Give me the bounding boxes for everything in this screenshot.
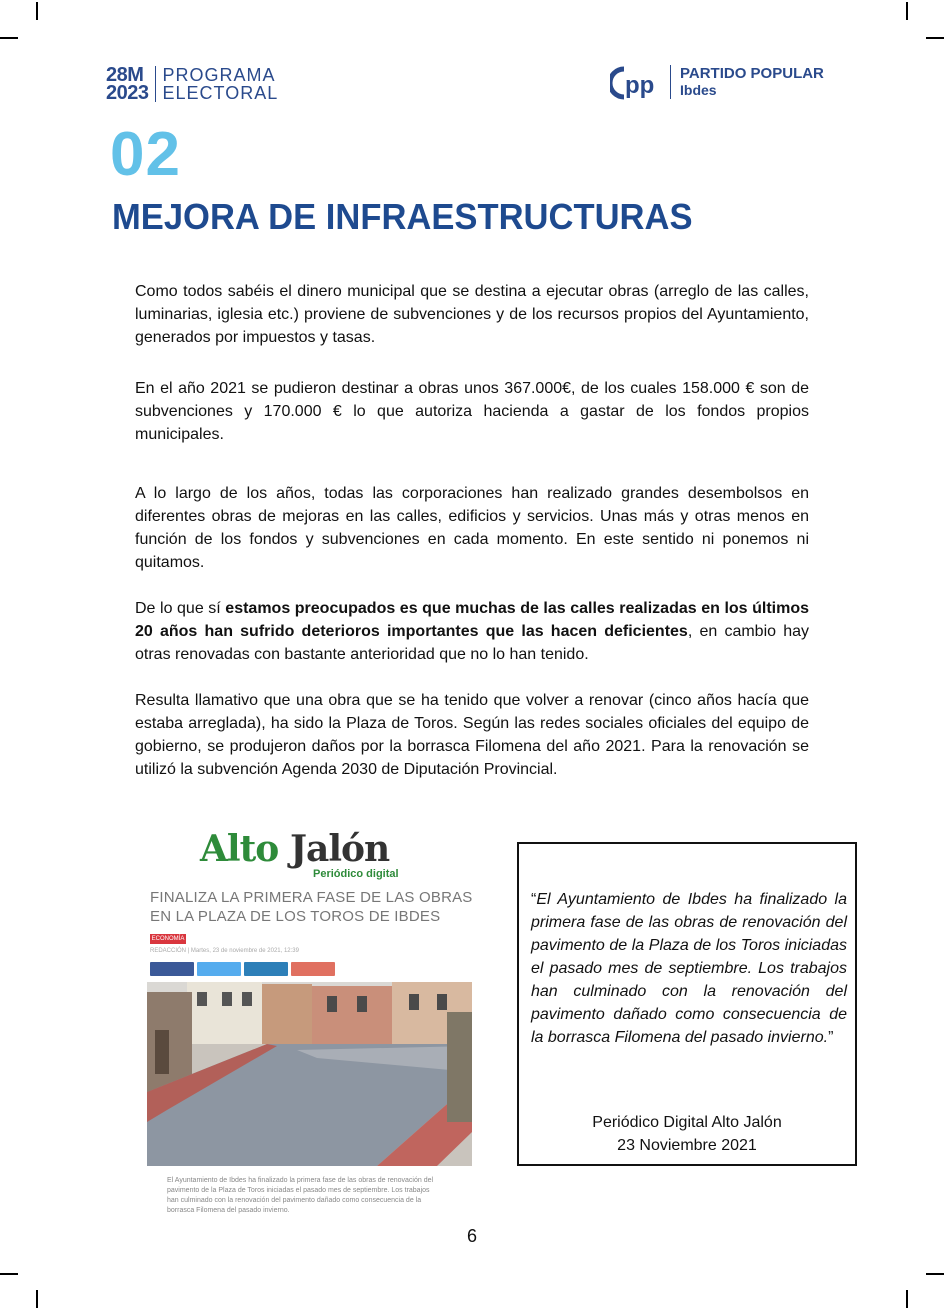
election-date	[106, 66, 149, 102]
page-number: 6	[466, 1226, 477, 1246]
paragraph-3: A lo largo de los años, todas las corporaciones han realizado grandes desembolsos en diferentes obras de mejoras en las calles, edificios y servicios. Unas más y otras menos en función de los fondos y subvenciones en cada momento. En este sentido ni ponemos ni quitamos.	[135, 485, 809, 571]
quote-open-mark: “	[531, 891, 537, 908]
article-headline: FINALIZA LA PRIMERA FASE DE LAS OBRAS EN LA PLAZA DE LOS TOROS DE IBDES	[150, 889, 473, 925]
crop-mark	[0, 37, 18, 39]
paragraph-5: Resulta llamativo que una obra que se ha tenido que volver a renovar (cinco años hacía que estaba arreglada), ha sido la Plaza de Toros. Según las redes sociales oficiales del equipo de gobierno, se produjeron daños por la borrasca Filomena del año 2021. Para la renovación se utilizó la subvención Agenda 2030 de Diputación Provincial.	[135, 692, 809, 778]
program-label	[163, 66, 279, 102]
quote-source: Periódico Digital Alto Jalón	[592, 1114, 782, 1131]
party-header	[610, 63, 824, 101]
logo-word-alto: Alto	[200, 828, 279, 870]
crop-mark	[926, 37, 944, 39]
paragraph-4-emphasis: estamos preocupados es que muchas de las calles realizadas en los últimos 20 años han sufrido deterioros importantes que las hacen deficientes	[135, 600, 810, 640]
crop-mark	[36, 2, 38, 20]
program-label-bottom: ELECTORAL	[162, 83, 279, 103]
crop-mark	[926, 1273, 944, 1275]
paragraph-4-end: , en cambio hay otras renovadas con bastante anterioridad que no lo han tenido.	[135, 623, 810, 663]
crop-mark	[36, 1290, 38, 1308]
news-clipping	[147, 822, 475, 1222]
email-share-icon	[291, 962, 335, 976]
crop-mark	[906, 1290, 908, 1308]
alto-jalon-logo	[200, 826, 400, 882]
party-divider	[670, 65, 671, 99]
logo-subtitle: Periódico digital	[313, 868, 399, 880]
article-category-tag: ECONOMÍA	[151, 936, 185, 942]
program-label-top: PROGRAMA	[162, 65, 276, 85]
paragraph-4-start: De lo que sí	[135, 600, 226, 617]
svg-text:pp: pp	[625, 72, 655, 99]
header-divider	[155, 66, 156, 102]
article-caption: El Ayuntamiento de Ibdes ha finalizado la primera fase de las obras de renovación del pavimento de la Plaza de Toros iniciadas el pasado mes de septiembre. Los trabajos han culminado con la renovación del pavimento dañado como consecuencia de la borrasca Filomena del pasado invierno.	[167, 1177, 434, 1214]
party-name: PARTIDO POPULAR	[680, 65, 824, 82]
quote-date: 23 Noviembre 2021	[617, 1137, 757, 1154]
quote-text	[531, 888, 847, 1049]
crop-mark	[0, 1273, 18, 1275]
plaza-photo	[147, 982, 472, 1166]
twitter-share-icon	[197, 962, 241, 976]
article-meta: REDACCIÓN | Martes, 23 de noviembre de 2021, 12:39	[150, 948, 299, 954]
paragraph-4	[135, 597, 809, 666]
facebook-share-icon	[150, 962, 194, 976]
section-number: 02	[110, 120, 181, 189]
quote-close-mark: ”	[828, 1029, 834, 1046]
program-header	[106, 66, 278, 102]
section-title: MEJORA DE INFRAESTRUCTURAS	[112, 196, 693, 237]
quote-body: El Ayuntamiento de Ibdes ha finalizado la primera fase de las obras de renovación del pavimento de la Plaza de los Toros iniciadas el pasado mes de septiembre. Los trabajos han culminado con la renovación del pavimento dañado como consecuencia de la borrasca Filomena del pasado invierno.	[531, 891, 847, 1046]
paragraph-1: Como todos sabéis el dinero municipal que se destina a ejecutar obras (arreglo de las calles, luminarias, iglesia etc.) proviene de subvenciones y de los recursos propios del Ayuntamiento, generados por impuestos y tasas.	[135, 283, 809, 346]
quote-box	[517, 842, 857, 1166]
crop-mark	[906, 2, 908, 20]
pp-logo-icon	[610, 63, 662, 101]
election-label-top: 28M	[106, 64, 144, 86]
logo-word-jalon: Jalón	[290, 828, 390, 870]
linkedin-share-icon	[244, 962, 288, 976]
party-location: Ibdes	[680, 82, 717, 98]
election-label-bottom: 2023	[106, 82, 149, 104]
paragraph-2: En el año 2021 se pudieron destinar a obras unos 367.000€, de los cuales 158.000 € son de subvenciones y 170.000 € lo que autoriza hacienda a gastar de los fondos propios municipales.	[135, 380, 809, 443]
